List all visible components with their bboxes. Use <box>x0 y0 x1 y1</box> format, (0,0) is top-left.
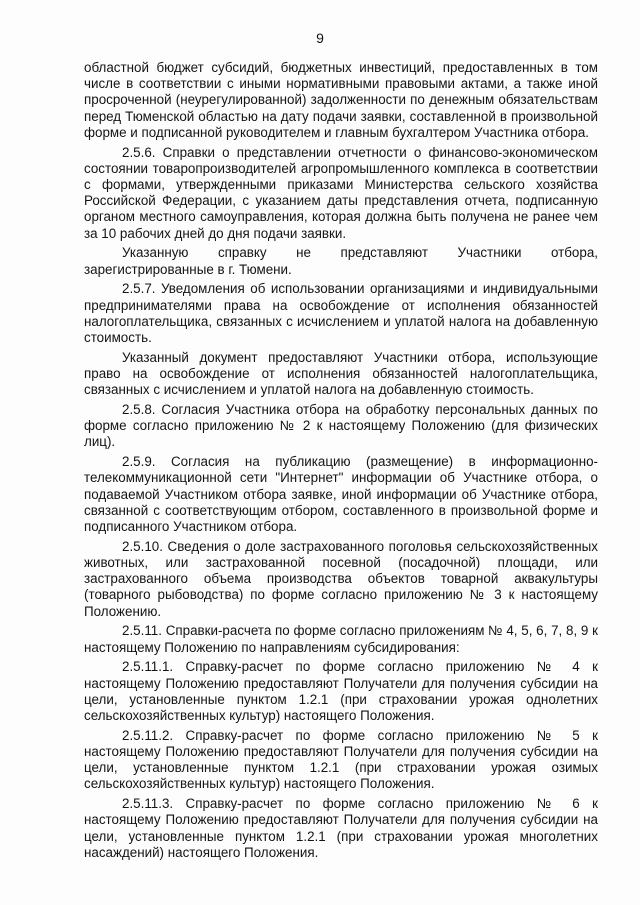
paragraph-2-5-6: 2.5.6. Справки о представлении отчетности о финансово-экономическом состоянии товаропроизводителей агропромышленного комплекса в соответствии с формами, утвержденными приказами Министерства сельского хозяйства Российской Федерации, с указанием даты представления отчета, подписанную органом местного самоуправления, которая должна быть получена не ранее чем за 10 рабочих дней до дня подачи заявки. <box>84 144 598 241</box>
paragraph-2-5-9: 2.5.9. Согласия на публикацию (размещение) в информационно-телекоммуникационной сети "Интернет" информации об Участнике отбора, о подаваемой Участником отбора заявке, иной информации об Участнике отбора, связанной с соответствующим отбором, составленного в произвольной форме и подписанного Участником отбора. <box>84 454 598 535</box>
paragraph-2-5-11-3: 2.5.11.3. Справку-расчет по форме согласно приложению № 6 к настоящему Положению предоставляют Получатели для получения субсидии на цели, установленные пунктом 1.2.1 (при страховании урожая многолетних насаждений) настоящего Положения. <box>84 796 598 860</box>
paragraph-2-5-11: 2.5.11. Справки-расчета по форме согласно приложениям № 4, 5, 6, 7, 8, 9 к настоящему Положению по направлениям субсидирования: <box>84 623 598 655</box>
page-number: 9 <box>316 30 324 46</box>
document-body <box>84 60 598 865</box>
paragraph-2-5-6-note: Указанную справку не представляют Участники отбора, зарегистрированные в г. Тюмени. <box>84 245 598 277</box>
paragraph-2-5-10: 2.5.10. Сведения о доле застрахованного поголовья сельскохозяйственных животных, или застрахованной посевной (посадочной) площади, или застрахованного объема производства объектов товарной аквакультуры (товарного рыбоводства) по форме согласно приложению № 3 к настоящему Положению. <box>84 538 598 619</box>
paragraph-2-5-8: 2.5.8. Согласия Участника отбора на обработку персональных данных по форме согласно приложению № 2 к настоящему Положению (для физических лиц). <box>84 402 598 450</box>
paragraph-2-5-11-2: 2.5.11.2. Справку-расчет по форме согласно приложению № 5 к настоящему Положению предоставляют Получатели для получения субсидии на цели, установленные пунктом 1.2.1 (при страховании урожая озимых сельскохозяйственных культур) настоящего Положения. <box>84 727 598 792</box>
paragraph-continuation: областной бюджет субсидий, бюджетных инвестиций, предоставленных в том числе в соответствии с иными нормативными правовыми актами, а также иной просроченной (неурегулированной) задолженности по денежным обязательствам перед Тюменской областью на дату подачи заявки, составленной в произвольной форме и подписанной руководителем и главным бухгалтером Участника отбора. <box>84 60 598 140</box>
paragraph-2-5-7-note: Указанный документ предоставляют Участники отбора, использующие право на освобождение от исполнения обязанностей налогоплательщика, связанных с исчислением и уплатой налога на добавленную стоимость. <box>84 349 598 398</box>
paragraph-2-5-11-1: 2.5.11.1. Справку-расчет по форме согласно приложению № 4 к настоящему Положению предоставляют Получатели для получения субсидии на цели, установленные пунктом 1.2.1 (при страховании урожая однолетних сельскохозяйственных культур) настоящего Положения. <box>84 659 598 724</box>
paragraph-2-5-7: 2.5.7. Уведомления об использовании организациями и индивидуальными предпринимателями права на освобождение от исполнения обязанностей налогоплательщика, связанных с исчислением и уплатой налога на добавленную стоимость. <box>84 281 598 346</box>
